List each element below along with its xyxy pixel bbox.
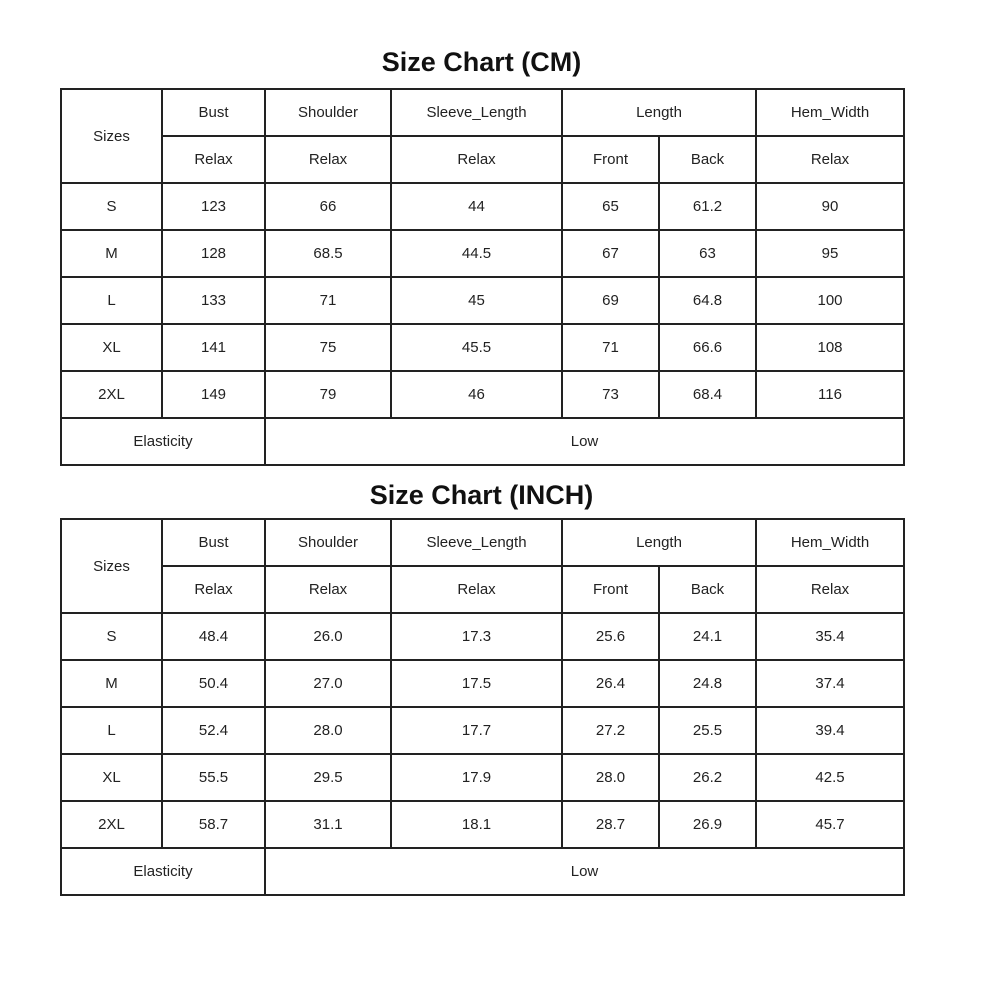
front-cell: 27.2 bbox=[562, 707, 659, 754]
hem-cell: 35.4 bbox=[756, 613, 904, 660]
back-cell: 24.8 bbox=[659, 660, 756, 707]
size-cell: XL bbox=[61, 324, 162, 371]
shoulder-cell: 75 bbox=[265, 324, 391, 371]
hem-width-header: Hem_Width bbox=[756, 89, 904, 136]
table-row bbox=[61, 230, 904, 277]
subheader-row bbox=[61, 566, 904, 613]
bust-relax-subheader: Relax bbox=[162, 566, 265, 613]
size-cell: L bbox=[61, 277, 162, 324]
sizes-header: Sizes bbox=[61, 519, 162, 613]
bust-header: Bust bbox=[162, 519, 265, 566]
sleeve-cell: 45 bbox=[391, 277, 562, 324]
table-row bbox=[61, 707, 904, 754]
size-chart-cm-title: Size Chart (CM) bbox=[381, 47, 582, 77]
hem-cell: 95 bbox=[756, 230, 904, 277]
sizes-header: Sizes bbox=[61, 89, 162, 183]
sleeve-relax-subheader: Relax bbox=[391, 136, 562, 183]
table-row bbox=[61, 801, 904, 848]
hem-cell: 116 bbox=[756, 371, 904, 418]
elasticity-value: Low bbox=[265, 848, 904, 895]
bust-cell: 52.4 bbox=[162, 707, 265, 754]
front-cell: 28.7 bbox=[562, 801, 659, 848]
length-back-subheader: Back bbox=[659, 136, 756, 183]
hem-cell: 39.4 bbox=[756, 707, 904, 754]
sleeve-cell: 44 bbox=[391, 183, 562, 230]
hem-cell: 37.4 bbox=[756, 660, 904, 707]
sleeve-cell: 46 bbox=[391, 371, 562, 418]
table-row bbox=[61, 324, 904, 371]
shoulder-cell: 68.5 bbox=[265, 230, 391, 277]
size-cell: S bbox=[61, 613, 162, 660]
size-cell: M bbox=[61, 660, 162, 707]
back-cell: 24.1 bbox=[659, 613, 756, 660]
bust-cell: 149 bbox=[162, 371, 265, 418]
size-chart-inch-title: Size Chart (INCH) bbox=[369, 480, 594, 510]
length-front-subheader: Front bbox=[562, 136, 659, 183]
back-cell: 66.6 bbox=[659, 324, 756, 371]
table-row bbox=[61, 277, 904, 324]
hem-cell: 108 bbox=[756, 324, 904, 371]
header-row bbox=[61, 89, 904, 136]
front-cell: 67 bbox=[562, 230, 659, 277]
front-cell: 69 bbox=[562, 277, 659, 324]
hem-relax-subheader: Relax bbox=[756, 136, 904, 183]
front-cell: 71 bbox=[562, 324, 659, 371]
bust-cell: 55.5 bbox=[162, 754, 265, 801]
hem-width-header: Hem_Width bbox=[756, 519, 904, 566]
size-chart-cm-table bbox=[60, 88, 905, 466]
sleeve-cell: 45.5 bbox=[391, 324, 562, 371]
subheader-row bbox=[61, 136, 904, 183]
shoulder-cell: 28.0 bbox=[265, 707, 391, 754]
table-row bbox=[61, 371, 904, 418]
elasticity-value: Low bbox=[265, 418, 904, 465]
shoulder-cell: 71 bbox=[265, 277, 391, 324]
shoulder-cell: 66 bbox=[265, 183, 391, 230]
bust-cell: 133 bbox=[162, 277, 265, 324]
elasticity-row bbox=[61, 418, 904, 465]
shoulder-cell: 27.0 bbox=[265, 660, 391, 707]
front-cell: 28.0 bbox=[562, 754, 659, 801]
bust-cell: 50.4 bbox=[162, 660, 265, 707]
bust-cell: 128 bbox=[162, 230, 265, 277]
back-cell: 61.2 bbox=[659, 183, 756, 230]
sleeve-length-header: Sleeve_Length bbox=[391, 89, 562, 136]
shoulder-relax-subheader: Relax bbox=[265, 136, 391, 183]
size-chart-inch-table bbox=[60, 518, 905, 896]
bust-relax-subheader: Relax bbox=[162, 136, 265, 183]
shoulder-cell: 79 bbox=[265, 371, 391, 418]
back-cell: 26.2 bbox=[659, 754, 756, 801]
hem-cell: 42.5 bbox=[756, 754, 904, 801]
front-cell: 25.6 bbox=[562, 613, 659, 660]
shoulder-header: Shoulder bbox=[265, 519, 391, 566]
size-cell: L bbox=[61, 707, 162, 754]
back-cell: 63 bbox=[659, 230, 756, 277]
sleeve-cell: 18.1 bbox=[391, 801, 562, 848]
shoulder-relax-subheader: Relax bbox=[265, 566, 391, 613]
back-cell: 64.8 bbox=[659, 277, 756, 324]
table-row bbox=[61, 613, 904, 660]
table-row bbox=[61, 754, 904, 801]
front-cell: 65 bbox=[562, 183, 659, 230]
table-row bbox=[61, 183, 904, 230]
shoulder-header: Shoulder bbox=[265, 89, 391, 136]
sleeve-cell: 17.9 bbox=[391, 754, 562, 801]
length-back-subheader: Back bbox=[659, 566, 756, 613]
bust-cell: 48.4 bbox=[162, 613, 265, 660]
hem-relax-subheader: Relax bbox=[756, 566, 904, 613]
sleeve-cell: 17.5 bbox=[391, 660, 562, 707]
size-cell: M bbox=[61, 230, 162, 277]
front-cell: 73 bbox=[562, 371, 659, 418]
sleeve-cell: 17.3 bbox=[391, 613, 562, 660]
sleeve-cell: 44.5 bbox=[391, 230, 562, 277]
back-cell: 68.4 bbox=[659, 371, 756, 418]
back-cell: 26.9 bbox=[659, 801, 756, 848]
elasticity-row bbox=[61, 848, 904, 895]
hem-cell: 90 bbox=[756, 183, 904, 230]
front-cell: 26.4 bbox=[562, 660, 659, 707]
size-cell: XL bbox=[61, 754, 162, 801]
hem-cell: 45.7 bbox=[756, 801, 904, 848]
sleeve-cell: 17.7 bbox=[391, 707, 562, 754]
size-cell: 2XL bbox=[61, 801, 162, 848]
sleeve-relax-subheader: Relax bbox=[391, 566, 562, 613]
bust-cell: 141 bbox=[162, 324, 265, 371]
header-row bbox=[61, 519, 904, 566]
shoulder-cell: 29.5 bbox=[265, 754, 391, 801]
elasticity-label: Elasticity bbox=[61, 848, 265, 895]
length-header: Length bbox=[562, 89, 756, 136]
size-cell: 2XL bbox=[61, 371, 162, 418]
sleeve-length-header: Sleeve_Length bbox=[391, 519, 562, 566]
length-front-subheader: Front bbox=[562, 566, 659, 613]
bust-header: Bust bbox=[162, 89, 265, 136]
hem-cell: 100 bbox=[756, 277, 904, 324]
elasticity-label: Elasticity bbox=[61, 418, 265, 465]
back-cell: 25.5 bbox=[659, 707, 756, 754]
bust-cell: 123 bbox=[162, 183, 265, 230]
shoulder-cell: 31.1 bbox=[265, 801, 391, 848]
bust-cell: 58.7 bbox=[162, 801, 265, 848]
shoulder-cell: 26.0 bbox=[265, 613, 391, 660]
size-cell: S bbox=[61, 183, 162, 230]
length-header: Length bbox=[562, 519, 756, 566]
table-row bbox=[61, 660, 904, 707]
